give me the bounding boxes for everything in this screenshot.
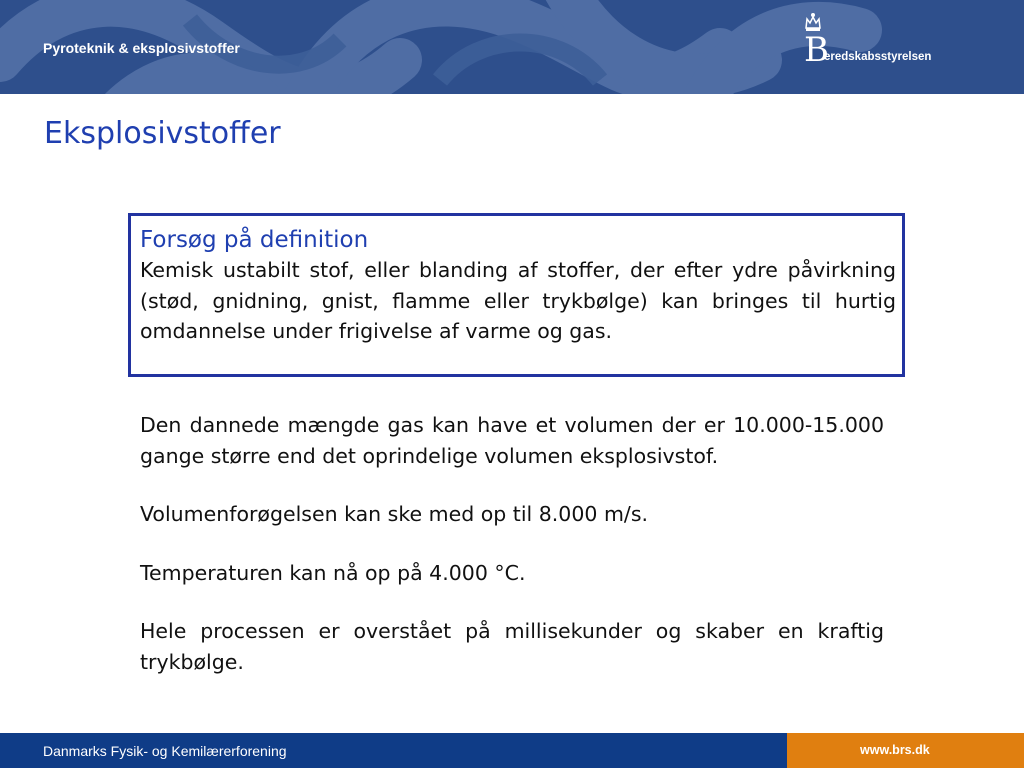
logo-initial: B [804, 30, 829, 70]
slide-header [0, 0, 1024, 94]
page-title: Eksplosivstoffer [44, 116, 281, 151]
paragraph-temperature: Temperaturen kan nå op på 4.000 °C. [140, 560, 526, 585]
footer-website-link[interactable]: www.brs.dk [860, 743, 930, 757]
definition-box [128, 213, 905, 377]
definition-text: Kemisk ustabilt stof, eller blanding af stoffer, der efter ydre påvirkning (stød, gnidning, gnist, flamme eller trykbølge) kan bringes til hurtig omdannelse under frigivelse af varme og gas. [140, 258, 896, 343]
crown-icon [804, 12, 822, 32]
beredskabsstyrelsen-logo [800, 12, 960, 72]
paragraph-expansion-speed: Volumenforøgelsen kan ske med op til 8.000 m/s. [140, 502, 649, 526]
body-text [140, 410, 884, 677]
slide-footer [0, 733, 1024, 768]
logo-wordmark: eredskabsstyrelsen [824, 51, 932, 63]
definition-heading: Forsøg på definition [140, 227, 369, 253]
paragraph-gas-volume: Den dannede mængde gas kan have et volumen der er 10.000-15.000 gange større end det oprindelige volumen eksplosivstof. [140, 413, 884, 468]
paragraph-process: Hele processen er overstået på millisekunder og skaber en kraftig trykbølge. [140, 619, 884, 674]
footer-organization: Danmarks Fysik- og Kemilærerforening [43, 743, 287, 759]
presentation-title: Pyroteknik & eksplosivstoffer [43, 40, 240, 56]
